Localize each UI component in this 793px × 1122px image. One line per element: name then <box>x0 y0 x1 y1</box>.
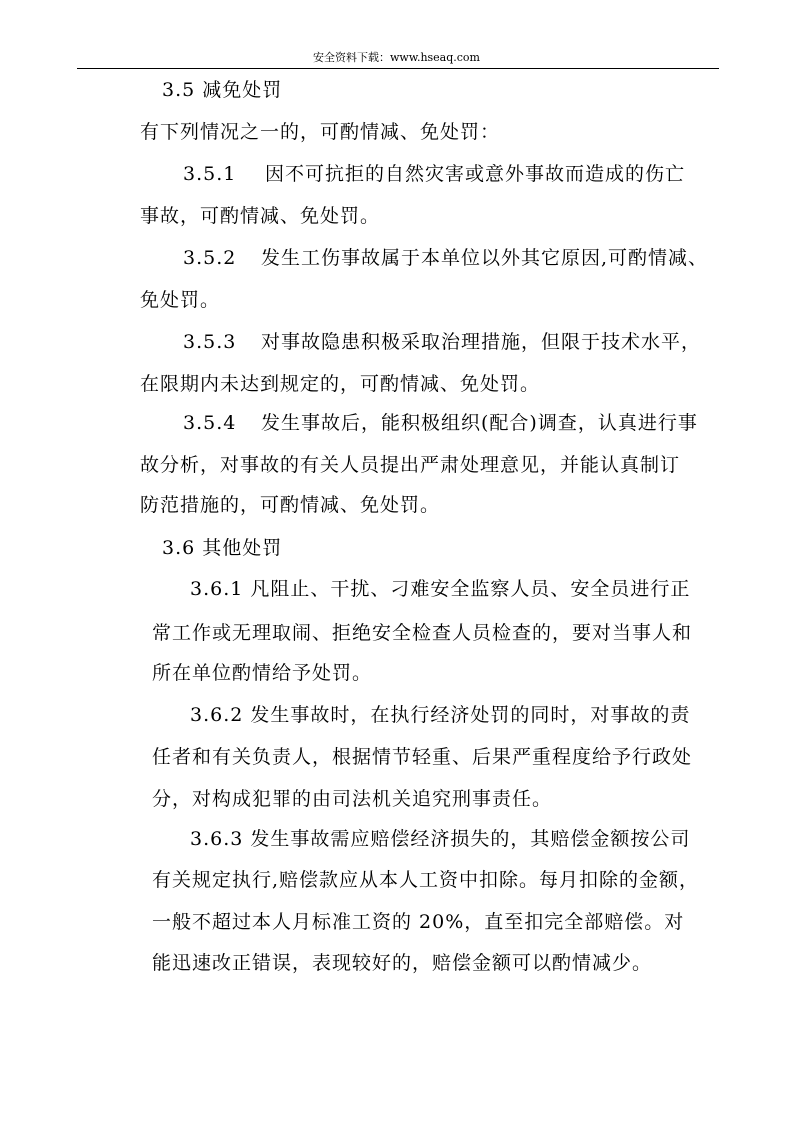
clause-3-6-2-line-2: 任者和有关负责人，根据情节轻重、后果严重程度给予行政处 <box>152 746 693 768</box>
clause-3-5-1-text: 因不可抗拒的自然灾害或意外事故而造成的伤亡 <box>265 163 686 185</box>
section-3-6-title: 3.6 其他处罚 <box>162 537 283 559</box>
clause-3-5-4-line-1 <box>183 410 698 436</box>
clause-3-5-4-text: 发生事故后，能积极组织(配合)调查，认真进行事 <box>261 412 698 434</box>
clause-3-6-2-line-1: 3.6.2 发生事故时，在执行经济处罚的同时，对事故的责 <box>190 704 691 726</box>
section-3-5-title: 3.5 减免处罚 <box>162 79 283 101</box>
clause-3-6-1-line-1: 3.6.1 凡阻止、干扰、刁难安全监察人员、安全员进行正 <box>190 578 691 600</box>
clause-3-6-1-line-2: 常工作或无理取闹、拒绝安全检查人员检查的，要对当事人和 <box>152 622 693 644</box>
clause-3-5-4-line-3: 防范措施的，可酌情减、免处罚。 <box>140 494 441 516</box>
header-url: www.hseaq.com <box>390 51 480 64</box>
header-label: 安全资料下载： <box>313 51 390 64</box>
clause-3-6-2-line-3: 分，对构成犯罪的由司法机关追究刑事责任。 <box>152 788 553 810</box>
page-header <box>0 51 793 65</box>
clause-3-5-3-number: 3.5.3 <box>183 331 237 353</box>
header-divider <box>77 68 719 69</box>
clause-3-5-1-number: 3.5.1 <box>183 163 237 185</box>
clause-3-5-4-number: 3.5.4 <box>183 412 237 434</box>
clause-3-5-3-line-1 <box>183 329 701 355</box>
clause-3-6-3-line-4: 能迅速改正错误，表现较好的，赔偿金额可以酌情减少。 <box>152 952 653 974</box>
clause-3-6-3-line-2: 有关规定执行,赔偿款应从本人工资中扣除。每月扣除的金额， <box>152 869 700 891</box>
clause-3-5-2-number: 3.5.2 <box>183 247 237 269</box>
clause-3-6-1-line-3: 所在单位酌情给予处罚。 <box>152 662 373 684</box>
clause-3-5-2-line-1 <box>183 245 708 271</box>
clause-3-5-1-line-1 <box>183 161 685 187</box>
clause-3-5-4-line-2: 故分析，对事故的有关人员提出严肃处理意见，并能认真制订 <box>140 454 681 476</box>
clause-3-5-1-line-2: 事故，可酌情减、免处罚。 <box>140 205 381 227</box>
clause-3-5-3-line-2: 在限期内未达到规定的，可酌情减、免处罚。 <box>140 373 541 395</box>
clause-3-6-3-line-1: 3.6.3 发生事故需应赔偿经济损失的，其赔偿金额按公司 <box>190 828 691 850</box>
clause-3-5-3-text: 对事故隐患积极采取治理措施，但限于技术水平， <box>261 331 702 353</box>
section-3-5-intro: 有下列情况之一的，可酌情减、免处罚： <box>140 121 501 143</box>
clause-3-5-2-text: 发生工伤事故属于本单位以外其它原因,可酌情减、 <box>261 247 709 269</box>
clause-3-6-3-line-3: 一般不超过本人月标准工资的 20%，直至扣完全部赔偿。对 <box>152 911 685 933</box>
clause-3-5-2-line-2: 免处罚。 <box>140 289 221 311</box>
